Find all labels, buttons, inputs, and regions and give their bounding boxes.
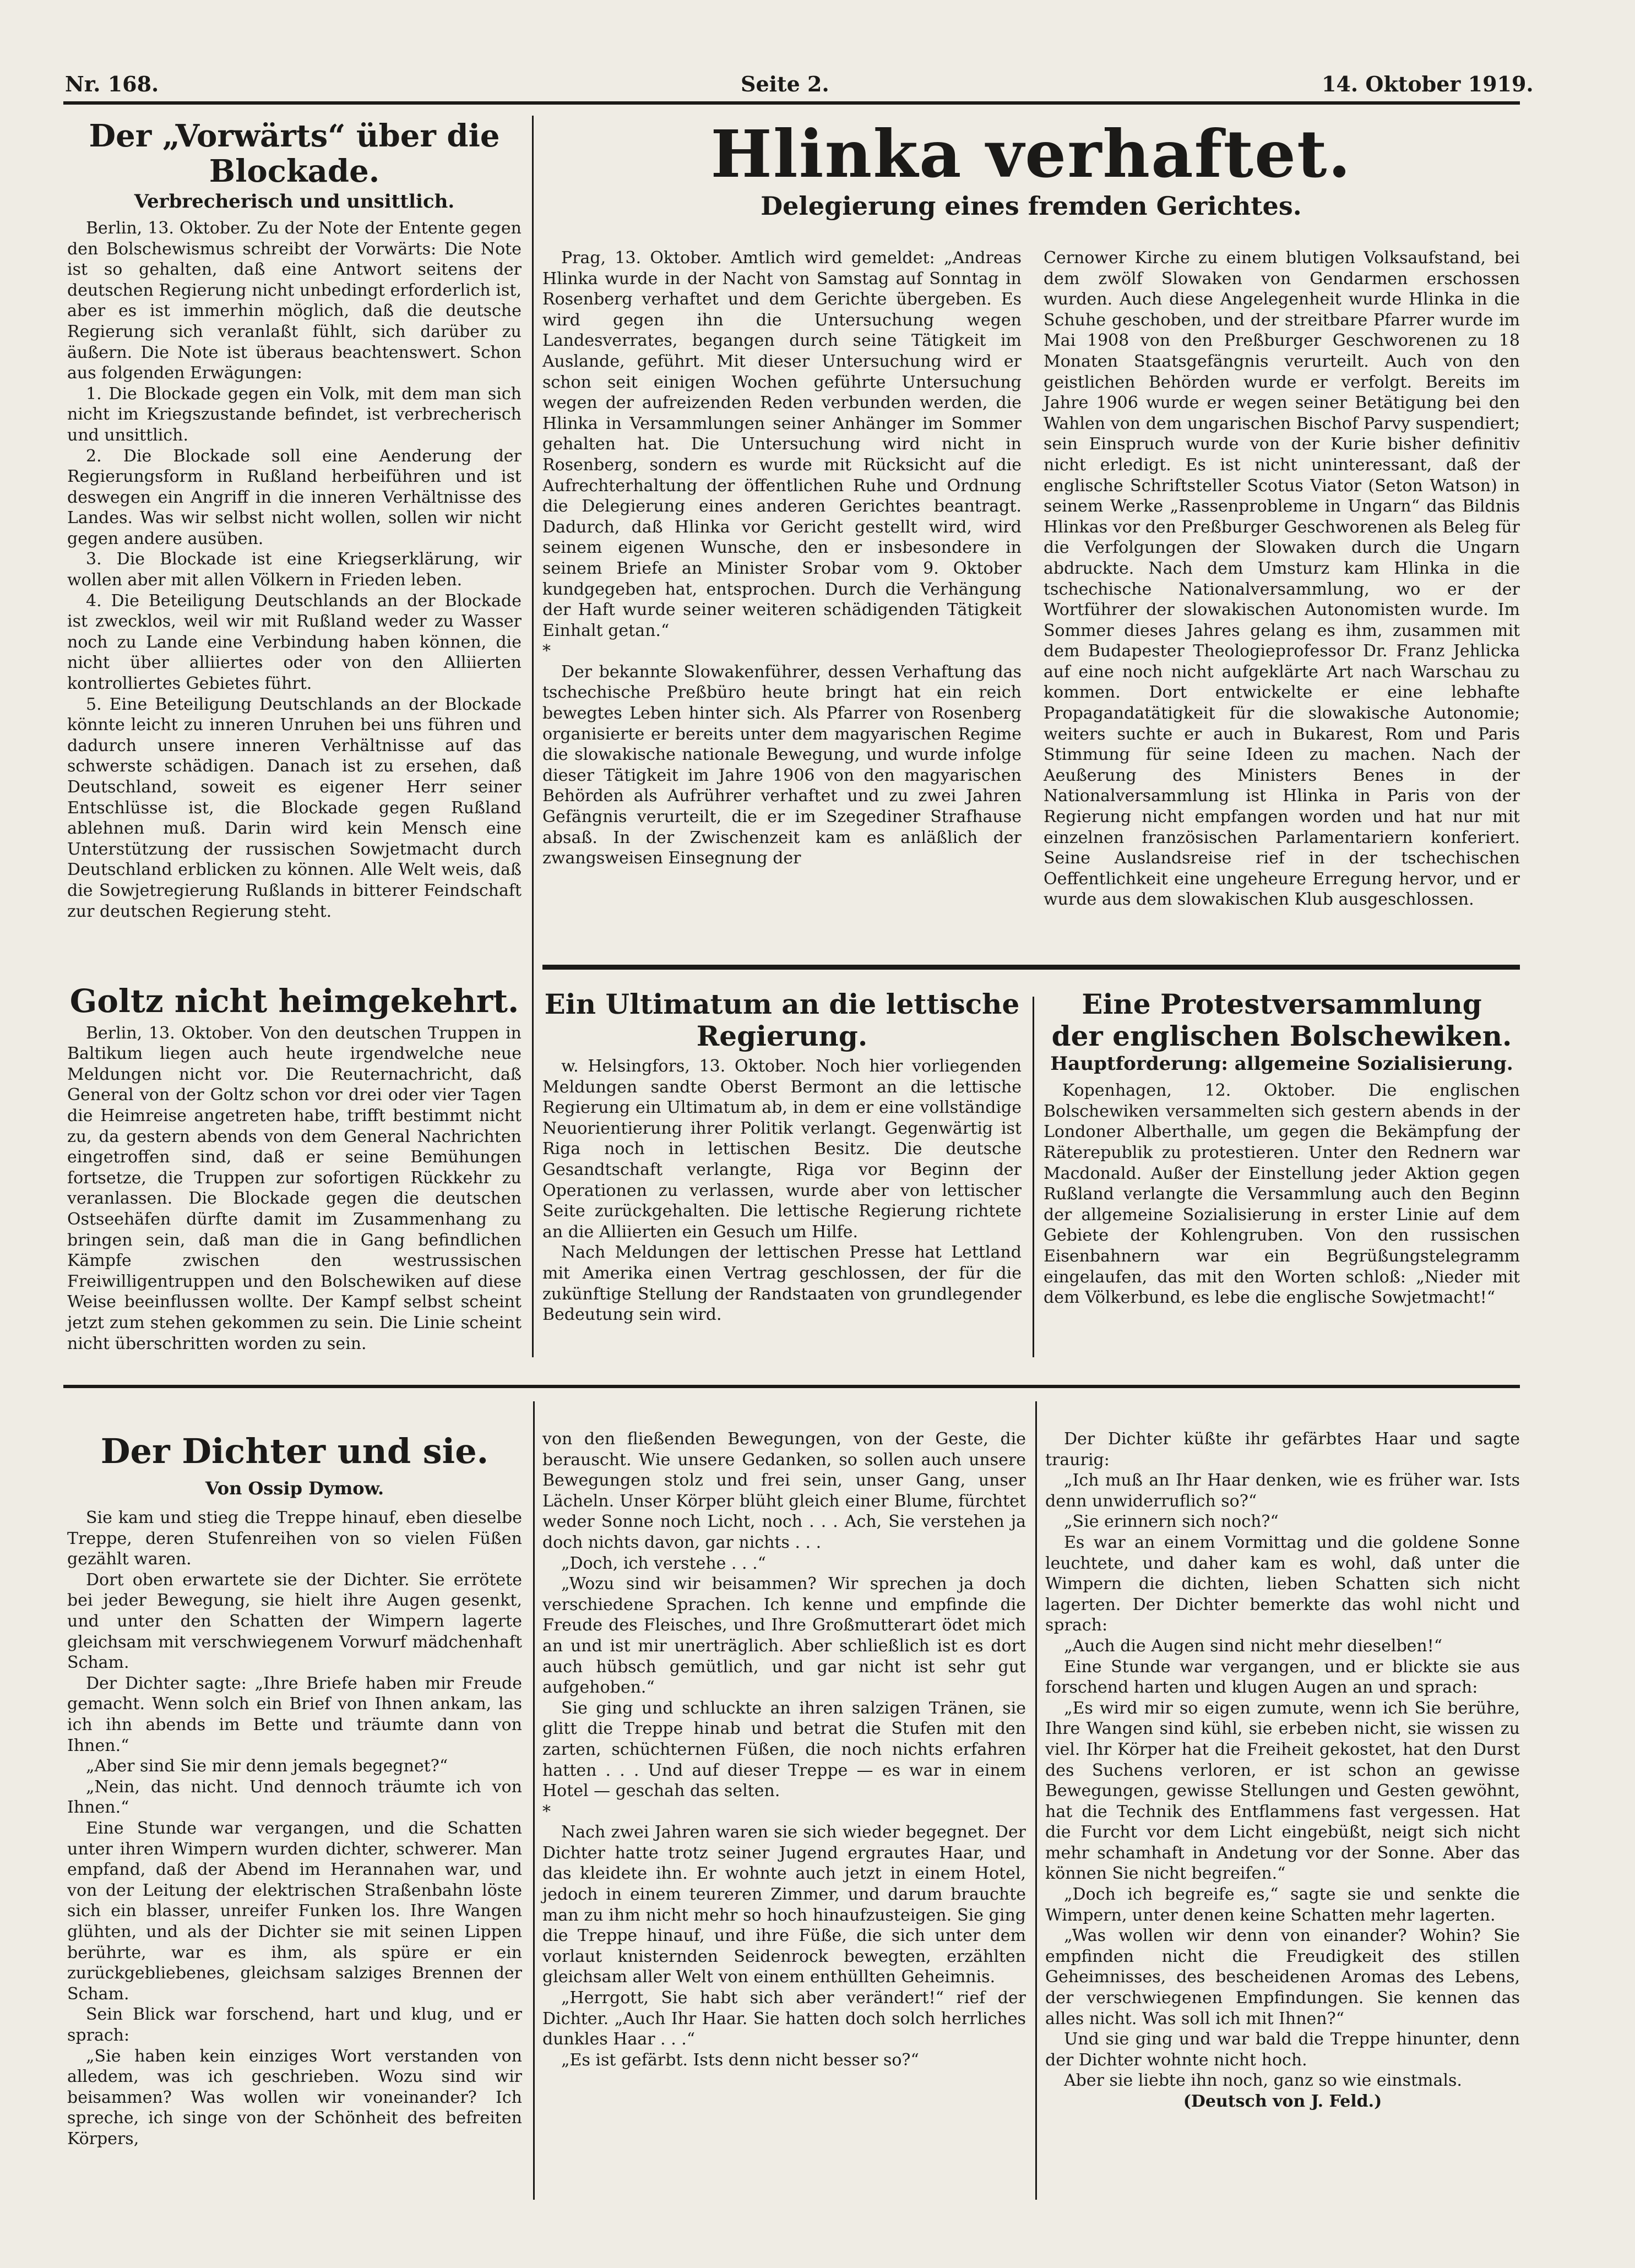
dichter-paragraph: Dort oben erwartete sie der Dichter. Sie errötete bei jeder Bewegung, sie hielt ihre Augen gesenkt, und unter den Schatten der Wimpern lagerte gleichsam mit verschwiegenem Vorwurf mädchenhaft Scham. bbox=[67, 1570, 522, 1673]
ultimatum-title: Ein Ultimatum an die lettische Regierung. bbox=[544, 988, 1020, 1052]
story-rule-right bbox=[1035, 1401, 1037, 2200]
dichter-paragraph: Sie kam und stieg die Treppe hinauf, eben dieselbe Treppe, deren Stufenreihen von so vielen Füßen gezählt waren. bbox=[67, 1508, 522, 1569]
vorwaerts-paragraph: 3. Die Blockade ist eine Kriegserklärung, wir wollen aber mit allen Völkern in Frieden leben. bbox=[67, 550, 522, 590]
dichter-paragraph: „Was wollen wir denn von einander? Wohin? Sie empfinden nicht die Freudigkeit des stillen Geheimnisses, des bescheidenen Aromas des Lebens, der verschwiegenen Empfindungen. Sie kennen das alles nicht. Was soll ich mit Ihnen?“ bbox=[1045, 1926, 1520, 2028]
header-rule bbox=[63, 101, 1520, 105]
dichter-paragraph: Nach zwei Jahren waren sie sich wieder begegnet. Der Dichter hatte trotz seiner Jugend ergrautes Haar, und das kleidete ihn. Er wohnte auch jetzt in einem Hotel, jedoch in einem teureren Zimmer, und darum brauchte man zu ihm nicht mehr so hoch hinaufzusteigen. Sie ging die Treppe hinauf, und ihre Füße, die sich unter dem vorlaut knisternden Seidenrock bewegten, erzählten gleichsam aller Welt von einem enthüllten Geheimnis. bbox=[542, 1823, 1026, 1987]
dichter-byline: Von Ossip Dymow. bbox=[205, 1478, 384, 1499]
dichter-paragraph: „Sie haben kein einziges Wort verstanden von alledem, was ich geschrieben. Wozu sind wir beisammen? Was wollen wir voneinander? Ich spreche, ich singe von der Schönheit des befreiten Körpers, bbox=[67, 2046, 522, 2149]
goltz-title: Goltz nicht heimgekehrt. bbox=[69, 982, 519, 1020]
dichter-title: Der Dichter und sie. bbox=[100, 1431, 489, 1471]
goltz-article bbox=[67, 983, 522, 1354]
hlinka-paragraph: Der bekannte Slowakenführer, dessen Verhaftung das tschechische Preßbüro heute bringt hat ein reich bewegtes Leben hinter sich. Als Pfarrer von Rosenberg organisierte er bereits unter dem magyarischen Regime die slowakische nationale Bewegung, und wurde infolge dieser Tätigkeit im Jahre 1906 von den magyarischen Behörden als Aufrührer verhaftet und zu zwei Jahren Gefängnis verurteilt, die er im Szegediner Strafhause absaß. In der Zwischenzeit kam es anläßlich der zwangsweisen Einsegnung der bbox=[542, 662, 1022, 868]
issue-date: 14. Oktober 1919. bbox=[1322, 72, 1534, 96]
protest-title: Eine Protestversammlung bbox=[1082, 988, 1482, 1020]
issue-number: Nr. 168. bbox=[65, 72, 159, 96]
vorwaerts-article bbox=[67, 118, 522, 922]
hlinka-paragraph: Prag, 13. Oktober. Amtlich wird gemeldet: „Andreas Hlinka wurde in der Nacht von Samstag auf Sonntag in Rosenberg verhaftet und dem Gerichte übergeben. Es wird gegen ihn die Untersuchung wegen Landesverrates, begangen durch seine Tätigkeit im Auslande, geführt. Mit dieser Untersuchung wird er schon seit einigen Wochen geführte Untersuchung wegen der aufreizenden Reden verbunden werden, die Hlinka in Versammlungen seiner Anhänger im Sommer gehalten hat. Die Untersuchung wird nicht in Rosenberg, sondern es wurde mit Rücksicht auf die Aufrechterhaltung der öffentlichen Ruhe und Ordnung die Delegierung eines anderen Gerichtes beantragt. Dadurch, daß Hlinka vor Gericht gestellt wird, wird seinem eigenen Wunsche, den er insbesondere in seinem Briefe an Minister Srobar vom 9. Oktober kundgegeben hat, entsprochen. Durch die Verhängung der Haft wurde seiner weiteren schädigenden Tätigkeit Einhalt getan.“ bbox=[542, 248, 1022, 640]
column-rule-left bbox=[532, 116, 534, 1357]
hlinka-headline bbox=[542, 118, 1520, 223]
dichter-paragraph: Sein Blick war forschend, hart und klug, und er sprach: bbox=[67, 2005, 522, 2045]
ultimatum-paragraph: w. Helsingfors, 13. Oktober. Noch hier vorliegenden Meldungen sandte Oberst Bermont an die lettische Regierung ein Ultimatum ab, in dem er eine vollständige Neuorientierung ihrer Politik verlangt. Gegenwärtig ist Riga noch in lettischen Besitz. Die deutsche Gesandtschaft verlangte, Riga vor Beginn der Operationen zu verlassen, wurde aber von lettischer Seite zurückgehalten. Die lettische Regierung richtete an die Alliierten ein Gesuch um Hilfe. bbox=[542, 1057, 1022, 1242]
hlinka-column-1 bbox=[542, 248, 1022, 869]
vorwaerts-paragraph: 1. Die Blockade gegen ein Volk, mit dem man sich nicht im Kriegszustande befindet, ist verbrecherisch und unsittlich. bbox=[67, 384, 522, 445]
hlinka-paragraph: Cernower Kirche zu einem blutigen Volksaufstand, bei dem zwölf Slowaken von Gendarmen erschossen wurden. Auch diese Angelegenheit wurde Hlinka in die Schuhe geschoben, und der streitbare Pfarrer wurde im Mai 1908 von den Preßburger Geschworenen zu 18 Monaten Staatsgefängnis verurteilt. Auch von den geistlichen Behörden wurde er verfolgt. Bereits im Jahre 1906 wurde er wegen seiner Betätigung bei den Wahlen von dem ungarischen Bischof Parvy suspendiert; sein Einspruch wurde von der Kurie bisher definitiv nicht erledigt. Es ist nicht uninteressant, daß der englische Schriftsteller Scotus Viator (Seton Watson) in seinem Werke „Rassenprobleme in Ungarn“ das Bildnis Hlinkas vor den Preßburger Geschworenen als Beleg für die Verfolgungen der Slowaken durch die Ungarn abdruckte. Nach dem Umsturz kam Hlinka in die tschechische Nationalversammlung, wo er der Wortführer der slowakischen Autonomisten wurde. Im Sommer dieses Jahres gelang es ihm, zusammen mit dem Budapester Theologieprofessor Dr. Franz Jehlicka auf eine noch nicht aufgeklärte Art nach Warschau zu kommen. Dort entwickelte er eine lebhafte Propagandatätigkeit für die slowakische Autonomie; weiters suchte er auch in Bukarest, Rom und Paris Stimmung für seine Ideen zu machen. Nach der Aeußerung des Ministers Benes in der Nationalversammlung ist Hlinka in Paris von der Regierung nicht empfangen worden und hat nur mit einzelnen französischen Parlamentariern konferiert. Seine Auslandsreise rief in der tschechischen Oeffentlichkeit eine ungeheure Erregung hervor, und er wurde aus dem slowakischen Klub ausgeschlossen. bbox=[1044, 248, 1520, 910]
dichter-paragraph: Der Dichter sagte: „Ihre Briefe haben mir Freude gemacht. Wenn solch ein Brief von Ihnen ankam, las ich ihn abends im Bette und träumte dann von Ihnen.“ bbox=[67, 1673, 522, 1755]
vorwaerts-paragraph: 4. Die Beteiligung Deutschlands an der Blockade ist zwecklos, weil wir mit Rußland weder zu Wasser noch zu Lande eine Verbindung haben können, die nicht über alliiertes oder von den Alliierten kontrolliertes Gebietes führt. bbox=[67, 591, 522, 694]
dichter-paragraph: von den fließenden Bewegungen, von der Geste, die berauscht. Wie unsere Gedanken, so sollen auch unsere Bewegungen stolz und frei sein, unser Gang, unser Lächeln. Unser Körper blüht gleich einer Blume, fürchtet weder Sonne noch Licht, noch . . . Ach, Sie verstehen ja doch nichts davon, gar nichts . . . bbox=[542, 1429, 1026, 1552]
dichter-paragraph: „Auch die Augen sind nicht mehr dieselben!“ bbox=[1064, 1636, 1443, 1656]
hlinka-column-2 bbox=[1044, 248, 1520, 910]
dichter-paragraph: „Wozu sind wir beisammen? Wir sprechen ja doch verschiedene Sprachen. Ich kenne und empfinde die Freude des Fleisches, und Ihre Großmutterart ödet mich an und ist mir unerträglich. Aber schließlich ist es dort auch hübsch gemütlich, und gar nicht ist sehr gut aufgehoben.“ bbox=[542, 1574, 1026, 1698]
ultimatum-article bbox=[542, 988, 1022, 1325]
dichter-paragraph: Es war an einem Vormittag und die goldene Sonne leuchtete, und daher kam es wohl, daß unter die Wimpern die dichten, lieben Schatten sich nicht lagerten. Der Dichter bemerkte das wohl nicht und sprach: bbox=[1045, 1532, 1520, 1635]
dichter-column-1 bbox=[67, 1432, 522, 2150]
page-number: Seite 2. bbox=[741, 72, 829, 96]
dichter-paragraph: Der Dichter küßte ihr gefärbtes Haar und sagte traurig: bbox=[1045, 1429, 1520, 1470]
story-rule-left bbox=[533, 1401, 535, 2200]
dichter-paragraph: „Nein, das nicht. Und dennoch träumte ich von Ihnen.“ bbox=[67, 1777, 522, 1818]
dichter-paragraph: Eine Stunde war vergangen, und er blickte sie aus forschend harten und klugen Augen an und sprach: bbox=[1045, 1657, 1520, 1698]
dichter-column-2 bbox=[542, 1429, 1026, 2070]
protest-paragraph: Kopenhagen, 12. Oktober. Die englischen Bolschewiken versammelten sich gestern abends in der Londoner Alberthalle, um gegen die Bekämpfung der Räterepublik zu protestieren. Unter den Rednern war Macdonald. Außer der Einstellung jeder Aktion gegen Rußland verlangte die Versammlung auch den Beginn der allgemeine Sozialisierung in erster Linie auf dem Gebiete der Kohlengruben. Von den russischen Eisenbahnern war ein Begrüßungstelegramm eingelaufen, das mit den Worten schloß: „Nieder mit dem Völkerbund, es lebe die englische Sowjetmacht!“ bbox=[1044, 1081, 1520, 1308]
dichter-paragraph: „Es wird mir so eigen zumute, wenn ich Sie berühre, Ihre Wangen sind kühl, sie erbeben nicht, sie wissen zu viel. Ihr Körper hat die Freiheit gekostet, hat den Durst des Suchens verloren, er ist schon an gewisse Bewegungen, gewisse Stellungen und Gesten gewöhnt, hat die Technik des Entflammens fast vergessen. Hat die Furcht vor dem Licht eingebüßt, neigt sich nicht mehr schamhaft in Andetung vor der Sonne. Aber das können Sie nicht begreifen.“ bbox=[1045, 1698, 1520, 1884]
dichter-paragraph: „Doch, ich verstehe . . .“ bbox=[561, 1553, 766, 1573]
hlinka-title: Hlinka verhaftet. bbox=[710, 116, 1352, 192]
protest-article bbox=[1044, 988, 1520, 1308]
hlinka-separator: * bbox=[542, 641, 551, 661]
dichter-paragraph: Aber sie liebte ihn noch, ganz so wie einstmals. bbox=[1064, 2071, 1462, 2091]
dichter-signature: (Deutsch von J. Feld.) bbox=[1183, 2092, 1382, 2111]
ultimatum-paragraph: Nach Meldungen der lettischen Presse hat Lettland mit Amerika einen Vertrag geschlossen, der für die zukünftige Stellung der Randstaaten von grundlegender Bedeutung sein wird. bbox=[542, 1243, 1022, 1325]
vorwaerts-paragraph: 5. Eine Beteiligung Deutschlands an der Blockade könnte leicht zu inneren Unruhen bei uns führen und dadurch unsere inneren Verhältnisse auf das schwerste schädigen. Danach ist zu ersehen, daß Deutschland, soweit es eigener Herr seiner Entschlüsse ist, die Blockade gegen Rußland ablehnen muß. Darin wird kein Mensch eine Unterstützung der russischen Sowjetmacht durch Deutschland erblicken zu können. Alle Welt weis, daß die Sowjetregierung Rußlands in bitterer Feindschaft zur deutschen Regierung steht. bbox=[67, 694, 522, 921]
goltz-paragraph: Berlin, 13. Oktober. Von den deutschen Truppen in Baltikum liegen auch heute irgendwelche neue Meldungen nicht vor. Die Reuternachricht, daß General von der Goltz schon vor drei oder vier Tagen die Heimreise angetreten habe, trifft bestimmt nicht zu, da gestern abends von dem General Nachrichten eingetroffen sind, daß er seine Bemühungen fortsetze, die Truppen zur sofortigen Rückkehr zu veranlassen. Die Blockade gegen die deutschen Ostseehäfen dürfte damit im Zusammenhang zu bringen sein, daß man die in Gang befindlichen Kämpfe zwischen den westrussischen Freiwilligentruppen und den Bolschewiken auf diese Weise beeinflussen wollte. Der Kampf selbst scheint jetzt zum stehen gekommen zu sein. Die Linie scheint nicht überschritten worden zu sein. bbox=[67, 1023, 522, 1353]
column-rule-middle bbox=[1033, 997, 1034, 1357]
dichter-paragraph: „Doch ich begreife es,“ sagte sie und senkte die Wimpern, unter denen keine Schatten mehr lagerten. bbox=[1045, 1885, 1520, 1925]
hlinka-subtitle: Delegierung eines fremden Gerichtes. bbox=[761, 191, 1302, 221]
dichter-separator: * bbox=[542, 1802, 551, 1821]
vorwaerts-paragraph: 2. Die Blockade soll eine Aenderung der Regierungsform in Rußland herbeiführen und ist deswegen ein Angriff in die inneren Verhältnisse des Landes. Was wir selbst nicht wollen, sollen wir nicht gegen andere ausüben. bbox=[67, 446, 522, 548]
protest-title-line2: der englischen Bolschewiken. bbox=[1051, 1019, 1512, 1052]
vorwaerts-subtitle: Verbrecherisch und unsittlich. bbox=[134, 190, 455, 213]
dichter-paragraph: „Herrgott, Sie habt sich aber verändert!“ rief der Dichter. „Auch Ihr Haar. Sie hatten doch solch herrliches dunkles Haar . . .“ bbox=[542, 1988, 1026, 2049]
dichter-paragraph: „Sie erinnern sich noch?“ bbox=[1064, 1512, 1279, 1532]
vorwaerts-title: Der „Vorwärts“ über die Blockade. bbox=[89, 118, 500, 190]
dichter-column-3 bbox=[1045, 1429, 1520, 2112]
dichter-paragraph: „Aber sind Sie mir denn jemals begegnet?“ bbox=[86, 1756, 448, 1776]
dichter-paragraph: „Es ist gefärbt. Ists denn nicht besser so?“ bbox=[561, 2050, 919, 2070]
dichter-paragraph: Sie ging und schluckte an ihren salzigen Tränen, sie glitt die Treppe hinab und betrat die Stufen mit den zarten, schüchternen Füßen, die noch nichts erfahren hatten . . . Und auf dieser Treppe — es war in einem Hotel — geschah das selten. bbox=[542, 1698, 1026, 1801]
dichter-paragraph: Und sie ging und war bald die Treppe hinunter, denn der Dichter wohnte nicht hoch. bbox=[1045, 2030, 1520, 2070]
protest-subtitle: Hauptforderung: allgemeine Sozialisierung. bbox=[1050, 1053, 1513, 1075]
dichter-paragraph: Eine Stunde war vergangen, und die Schatten unter ihren Wimpern wurden dichter, schwerer. Man empfand, daß der Abend im Herannahen war, und von der Leitung der elektrischen Straßenbahn löste sich ein blasser, unreifer Funken los. Ihre Wangen glühten, und als der Dichter sie mit seinen Lippen berührte, war es ihm, als spüre er ein zurückgebliebenes, gleichsam salziges Brennen der Scham. bbox=[67, 1819, 522, 2004]
section-rule bbox=[63, 1385, 1520, 1388]
hlinka-bottom-rule bbox=[542, 965, 1520, 970]
vorwaerts-paragraph: Berlin, 13. Oktober. Zu der Note der Entente gegen den Bolschewismus schreibt der Vorwärts: Die Note ist so gehalten, daß eine Antwort seitens der deutschen Regierung nicht unbedingt erforderlich ist, aber es ist immerhin möglich, daß die deutsche Regierung sich veranlaßt fühlt, sich darüber zu äußern. Die Note ist überaus beachtenswert. Schon aus folgenden Erwägungen: bbox=[67, 218, 522, 383]
dichter-paragraph: „Ich muß an Ihr Haar denken, wie es früher war. Ists denn unwiderruflich so?“ bbox=[1045, 1471, 1520, 1511]
